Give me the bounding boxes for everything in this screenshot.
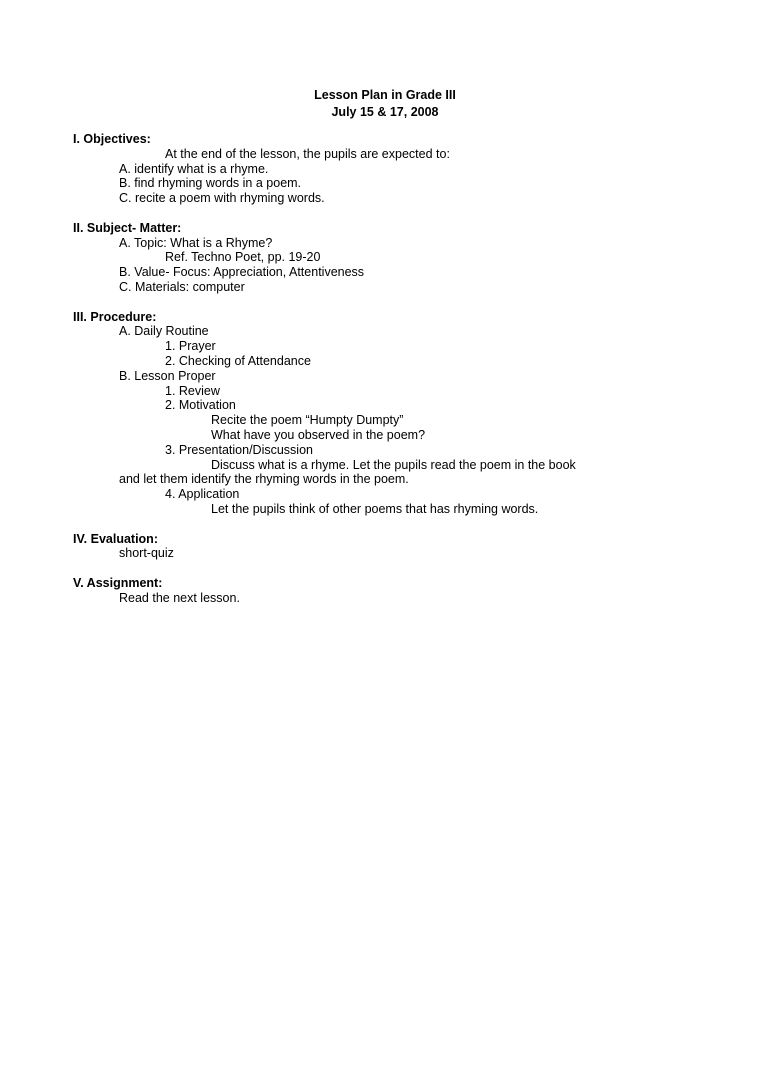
subject-materials: C. Materials: computer: [119, 279, 245, 294]
objectives-heading: I. Objectives:: [73, 132, 151, 146]
document-title: Lesson Plan in Grade III: [314, 88, 456, 102]
lesson-presentation: 3. Presentation/Discussion: [165, 442, 313, 457]
document-header: [0, 87, 768, 121]
lesson-motivation: 2. Motivation: [165, 398, 236, 413]
assignment-text: Read the next lesson.: [119, 590, 240, 605]
procedure-heading: III. Procedure:: [73, 309, 157, 324]
objective-item: A. identify what is a rhyme.: [119, 161, 269, 176]
presentation-continuation: and let them identify the rhyming words in the poem.: [119, 472, 409, 487]
daily-routine-item: 2. Checking of Attendance: [165, 353, 311, 368]
objectives-intro: At the end of the lesson, the pupils are expected to:: [165, 146, 450, 161]
evaluation-text: short-quiz: [119, 546, 174, 561]
evaluation-heading: IV. Evaluation:: [73, 531, 158, 546]
subject-value-focus: B. Value- Focus: Appreciation, Attentiveness: [119, 265, 365, 280]
daily-routine-label: A. Daily Routine: [119, 324, 209, 339]
application-line: Let the pupils think of other poems that has rhyming words.: [211, 501, 539, 516]
subject-reference: Ref. Techno Poet, pp. 19-20: [165, 250, 321, 265]
daily-routine-item: 1. Prayer: [165, 339, 216, 354]
document-date: July 15 & 17, 2008: [331, 105, 439, 119]
presentation-line: Discuss what is a rhyme. Let the pupils read the poem in the book: [211, 457, 576, 472]
subject-topic: A. Topic: What is a Rhyme?: [119, 235, 273, 250]
lesson-proper-label: B. Lesson Proper: [119, 368, 216, 383]
objective-item: B. find rhyming words in a poem.: [119, 176, 302, 191]
motivation-line: What have you observed in the poem?: [211, 427, 426, 442]
assignment-heading: V. Assignment:: [73, 575, 163, 590]
lesson-review: 1. Review: [165, 383, 220, 398]
subject-matter-heading: II. Subject- Matter:: [73, 220, 182, 235]
motivation-line: Recite the poem “Humpty Dumpty”: [211, 413, 404, 428]
document-body: [73, 132, 693, 606]
objective-item: C. recite a poem with rhyming words.: [119, 191, 325, 206]
lesson-application: 4. Application: [165, 487, 240, 502]
